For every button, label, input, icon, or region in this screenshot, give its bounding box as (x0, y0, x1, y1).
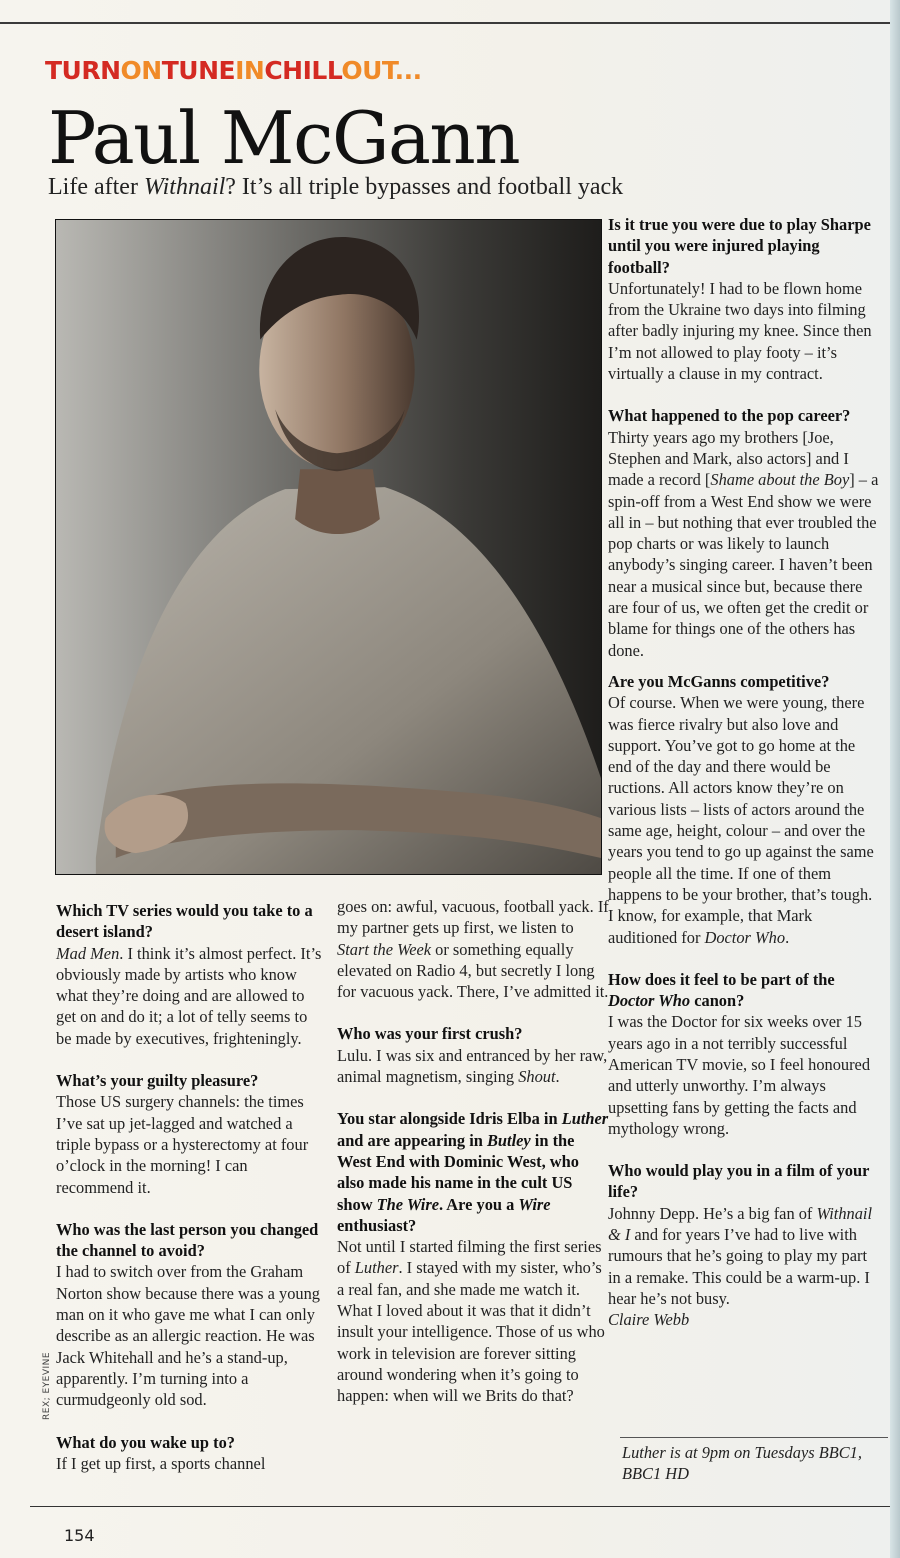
section-strap (45, 56, 422, 85)
question-9: Are you McGanns competitive? (608, 671, 830, 691)
question-11: Who would play you in a film of your life? (608, 1161, 870, 1202)
answer-10: I was the Doctor for six weeks over 15 years ago in a not terribly successful American TV movie, so I feel honoured and utterly unworthy. I’m always upsetting fans by getting the facts and mythology wrong. (608, 1012, 871, 1138)
question-2: What’s your guilty pleasure? (56, 1071, 259, 1091)
page-title: Paul McGann (48, 96, 520, 180)
portrait-illustration (56, 220, 601, 874)
column-left (56, 900, 326, 1474)
strap-tune: TUNE (161, 56, 236, 85)
top-rule (0, 22, 900, 24)
answer-2: Those US surgery channels: the times I’ve sat up jet-lagged and watched a triple bypass or a hysterectomy at four o’clock in the morning! I can recommend it. (56, 1092, 309, 1197)
answer-4-continued: goes on: awful, vacuous, football yack. If my partner gets up first, we listen to Start the Week or something equally elevated on Radio 4, but secretly I long for vacuous yack. There, I’ve admitted it. (337, 897, 609, 1002)
strap-in: IN (235, 56, 265, 85)
next-page-edge (890, 0, 900, 1558)
tx-note-rule (620, 1437, 888, 1438)
answer-11: Johnny Depp. He’s a big fan of Withnail & I and for years I’ve had to live with rumours that he’s going to play my part in a remake. This could be a warm-up. I hear he’s not busy. (608, 1203, 873, 1308)
column-middle (337, 896, 609, 1407)
photo-credit: REX; EYEVINE (42, 1351, 52, 1420)
question-5: Who was your first crush? (337, 1024, 523, 1044)
bottom-rule (30, 1506, 890, 1507)
answer-1: Mad Men. I think it’s almost perfect. It’s obviously made by artists who know what they’re doing and are allowed to get on and do it; a lot of telly seems to be made by executives, frighteningly. (56, 943, 322, 1048)
answer-9: Of course. When we were young, there was fierce rivalry but also love and support. You’ve got to go home at the end of the day and there would be ructions. All actors know they’re on various lists – lists of actors around the same age, height, colour – and over the years you tend to go up against the same people all the time. If one of them happens to be your brother, that’s tough. I know, for example, that Mark auditioned for Doctor Who. (608, 693, 874, 947)
transmission-note: Luther is at 9pm on Tuesdays BBC1, BBC1 HD (622, 1443, 862, 1484)
question-3: Who was the last person you changed the channel to avoid? (56, 1219, 319, 1261)
column-right (608, 214, 880, 1331)
answer-7: Unfortunately! I had to be flown home from the Ukraine two days into filming after badly injuring my knee. Since then I’m not allowed to play footy – it’s virtually a clause in my contract. (608, 278, 872, 384)
answer-8: Thirty years ago my brothers [Joe, Stephen and Mark, also actors] and I made a record [Shame about the Boy] – a spin-off from a West End show we were all in – but nothing that ever troubled the pop charts or was likely to launch anybody’s singing career. I haven’t been near a musical since but, because there are four of us, we often get the credit or blame for things one of the others has done. (608, 427, 879, 660)
strap-chill: CHILL (264, 56, 342, 85)
answer-3: I had to switch over from the Graham Norton show because there was a young man on it who gave me what I can only describe as an allergic reaction. He was Jack Whitehall and he’s a stand-up, apparently. I’m turning into a curmudgeonly old sod. (56, 1262, 320, 1410)
page-number: 154 (64, 1526, 95, 1545)
question-6: You star alongside Idris Elba in Luther and are appearing in Butley in the West End with Dominic West, who also made his name in the cult US show The Wire. Are you a Wire enthusiast? (337, 1109, 609, 1235)
question-8: What happened to the pop career? (608, 406, 851, 426)
answer-5: Lulu. I was six and entranced by her raw, animal magnetism, singing Shout. (337, 1045, 608, 1087)
strap-turn: TURN (45, 56, 121, 85)
question-4: What do you wake up to? (56, 1432, 235, 1452)
answer-6: Not until I started filming the first series of Luther. I stayed with my sister, who’s a real fan, and she made me watch it. What I loved about it was that it didn’t insult your intelligence. Those of us who work in television are forever sitting around wondering when it’s going to happen: when will we Brits do that? (337, 1237, 605, 1406)
question-10: How does it feel to be part of the Doctor Who canon? (608, 969, 835, 1011)
standfirst: Life after Withnail? It’s all triple bypasses and football yack (48, 174, 624, 200)
answer-4-start: If I get up first, a sports channel (56, 1453, 266, 1473)
strap-out: OUT... (341, 56, 422, 85)
question-1: Which TV series would you take to a desert island? (56, 901, 313, 942)
question-7: Is it true you were due to play Sharpe until you were injured playing football? (608, 215, 871, 277)
portrait-photo (55, 219, 602, 875)
strap-on: ON (120, 56, 162, 85)
byline: Claire Webb (608, 1310, 690, 1330)
